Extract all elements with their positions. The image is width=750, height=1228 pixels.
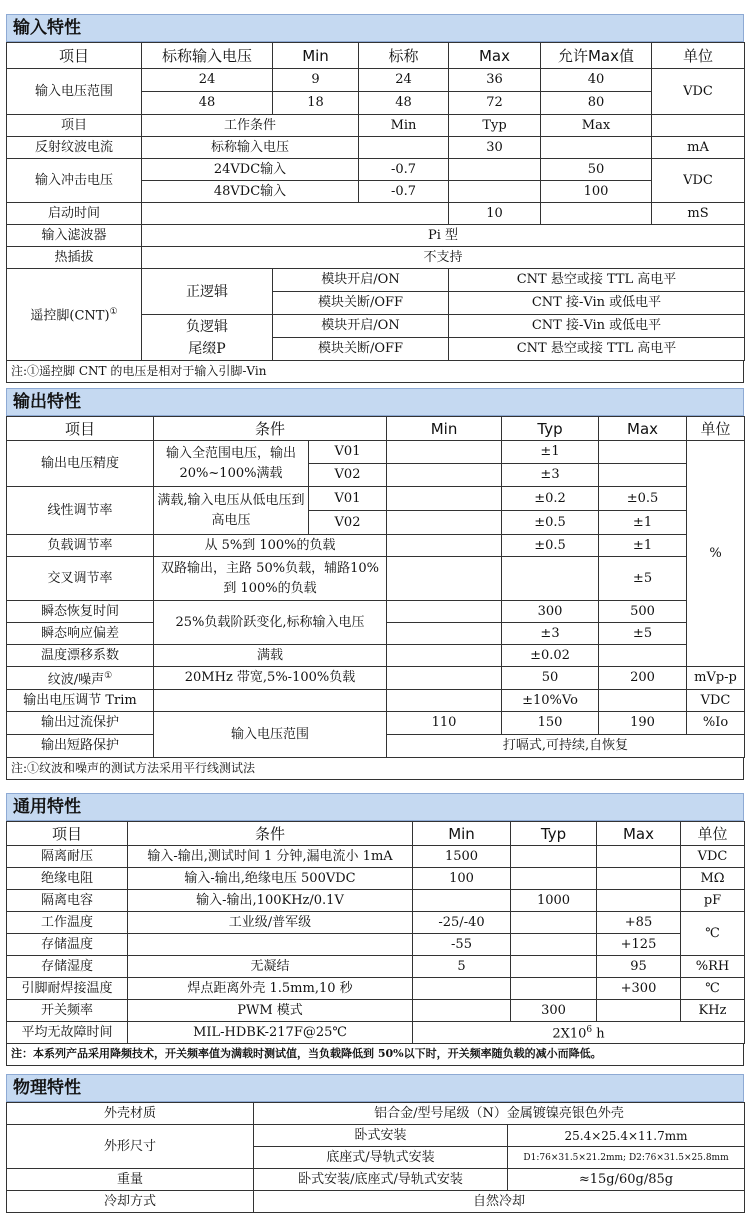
cell: 9 [273,69,359,92]
cell: 100 [541,181,652,203]
suffix-p-label: 尾缀P [188,340,226,357]
unit-cell: %Io [687,712,745,735]
row-label: 输出短路保护 [7,735,154,758]
cell: CNT 接-Vin 或低电平 [449,292,745,315]
cell: 模块关断/OFF [273,292,449,315]
cell: 输入-输出,100KHz/0.1V [128,890,413,912]
cell [511,846,597,868]
cell: ±1 [599,535,687,557]
row-label: 启动时间 [7,203,142,225]
cell [413,978,511,1000]
cell: V02 [309,464,387,487]
cell: 40 [541,69,652,92]
unit-cell: KHz [681,1000,745,1022]
cell [511,868,597,890]
cell: 输入全范围电压，输出20%~100%满载 [154,441,309,487]
cell: 卧式安装 [254,1125,508,1147]
row-label: 输入电压范围 [7,69,142,115]
cell [597,846,681,868]
cell: 48 [142,92,273,115]
cell: 48 [359,92,449,115]
row-label: 平均无故障时间 [7,1022,128,1044]
unit-cell: mVp-p [687,667,745,690]
cell: 1000 [511,890,597,912]
cell: 焊点距离外壳 1.5mm,10 秒 [128,978,413,1000]
cell: ±0.2 [502,487,599,511]
cell: -0.7 [359,181,449,203]
row-label: 重量 [7,1169,254,1191]
cell: 300 [502,601,599,623]
col-min: Min [273,43,359,69]
cell: -0.7 [359,159,449,181]
unit-cell: mA [652,137,745,159]
cell [387,690,502,712]
col-allowed-max: 允许Max值 [541,43,652,69]
cell: ±0.02 [502,645,599,667]
cell: 200 [599,667,687,690]
cell: 95 [597,956,681,978]
cell: +85 [597,912,681,934]
output-table [6,416,745,758]
cell: 80 [541,92,652,115]
cell [387,623,502,645]
cell: CNT 接-Vin 或低电平 [449,315,745,338]
mtbf-exponent: 6 [586,1025,593,1036]
row-label: 输入滤波器 [7,225,142,247]
row-label: 输入冲击电压 [7,159,142,203]
cell: 1500 [413,846,511,868]
row-label: 交叉调节率 [7,557,154,601]
col-nominal: 标称 [359,43,449,69]
cell: 工业级/普军级 [128,912,413,934]
noise-label: 纹波/噪声 [47,672,105,688]
sub-header: Max [541,115,652,137]
cell: 500 [599,601,687,623]
cell: ±1 [502,441,599,464]
sub-header: Min [359,115,449,137]
col-max: Max [449,43,541,69]
col-unit: 单位 [687,417,745,441]
cell: ±0.5 [502,535,599,557]
row-label: 输出电压精度 [7,441,154,487]
cell: MIL-HDBK-217F@25℃ [128,1022,413,1044]
row-label: 热插拔 [7,247,142,269]
col-min: Min [387,417,502,441]
cell: ≈15g/60g/85g [508,1169,745,1191]
general-section [6,793,744,1066]
output-section-title: 输出特性 [6,388,744,416]
cell: ±1 [599,511,687,535]
cell [413,1000,511,1022]
physical-table [6,1102,745,1213]
cell [387,645,502,667]
cell: 300 [511,1000,597,1022]
general-note: 注：本系列产品采用降频技术，开关频率值为满载时测试值，当负载降低到 50%以下时，开关频率随负载的减小而降低。 [6,1044,744,1066]
col-max: Max [599,417,687,441]
col-condition: 条件 [128,822,413,846]
cell [387,667,502,690]
footnote-mark: ① [109,307,118,318]
cell [511,912,597,934]
cell: 24 [142,69,273,92]
col-item: 项目 [7,822,128,846]
row-label: 工作温度 [7,912,128,934]
cell: 5 [413,956,511,978]
cell: 输入电压范围 [154,712,387,758]
row-label: 瞬态恢复时间 [7,601,154,623]
col-unit: 单位 [652,43,745,69]
col-max: Max [597,822,681,846]
cell: ±5 [599,557,687,601]
cell [541,203,652,225]
cell: ±10%Vo [502,690,599,712]
cell: 10 [449,203,541,225]
cell: ±3 [502,623,599,645]
row-label: 开关频率 [7,1000,128,1022]
cell: 48VDC输入 [142,181,359,203]
cell: 24 [359,69,449,92]
physical-section [6,1074,744,1213]
cell [597,868,681,890]
cell: 底座式/导轨式安装 [254,1147,508,1169]
cell: CNT 悬空或接 TTL 高电平 [449,338,745,361]
cell: 模块开启/ON [273,315,449,338]
remote-label: 遥控脚(CNT) [30,308,110,324]
cell: 18 [273,92,359,115]
cell: 模块关断/OFF [273,338,449,361]
cell: ±3 [502,464,599,487]
mtbf-value: 2X10 [552,1026,587,1042]
general-section-title: 通用特性 [6,793,744,821]
cell [449,159,541,181]
cell: 190 [599,712,687,735]
unit-cell: MΩ [681,868,745,890]
cell [387,487,502,511]
unit-cell: pF [681,890,745,912]
cell [511,956,597,978]
output-section [6,388,744,780]
cell [142,203,449,225]
cell [413,1022,745,1044]
cell: 50 [541,159,652,181]
unit-cell: mS [652,203,745,225]
sub-header: Typ [449,115,541,137]
cell: 标称输入电压 [142,137,359,159]
cell: CNT 悬空或接 TTL 高电平 [449,269,745,292]
negative-logic [142,315,273,361]
cell: 模块开启/ON [273,269,449,292]
cell: V01 [309,441,387,464]
cell: 100 [413,868,511,890]
row-label: 外形尺寸 [7,1125,254,1169]
cell [652,115,745,137]
input-note: 注:①遥控脚 CNT 的电压是相对于输入引脚-Vin [6,361,744,383]
unit-cell: VDC [681,846,745,868]
cell [599,690,687,712]
cell [387,535,502,557]
mtbf-unit: h [592,1026,605,1042]
cell: 不支持 [142,247,745,269]
cell: ±5 [599,623,687,645]
cell: 50 [502,667,599,690]
cell: 30 [449,137,541,159]
general-table [6,821,745,1044]
cell [599,645,687,667]
cell [387,464,502,487]
unit-cell: VDC [652,69,745,115]
cell: PWM 模式 [128,1000,413,1022]
cell [599,464,687,487]
cell: 24VDC输入 [142,159,359,181]
row-label: 输出电压调节 Trim [7,690,154,712]
cell [511,978,597,1000]
cell: 20MHz 带宽,5%-100%负载 [154,667,387,690]
unit-cell: %RH [681,956,745,978]
unit-cell: ℃ [681,978,745,1000]
row-label: 负载调节率 [7,535,154,557]
sub-header: 项目 [7,115,142,137]
output-note: 注:①纹波和噪声的测试方法采用平行线测试法 [6,758,744,780]
positive-logic: 正逻辑 [142,269,273,315]
unit-cell: ℃ [681,912,745,956]
cell: +300 [597,978,681,1000]
cell: 双路输出，主路 50%负载，辅路10%到 100%的负载 [154,557,387,601]
col-min: Min [413,822,511,846]
cell: 150 [502,712,599,735]
row-label: 隔离电容 [7,890,128,912]
row-label: 引脚耐焊接温度 [7,978,128,1000]
cell: 25.4×25.4×11.7mm [508,1125,745,1147]
cell [597,1000,681,1022]
cell: 卧式安装/底座式/导轨式安装 [254,1169,508,1191]
cell [597,890,681,912]
col-nominal-input: 标称输入电压 [142,43,273,69]
cell: V01 [309,487,387,511]
cell: 110 [387,712,502,735]
row-label: 瞬态响应偏差 [7,623,154,645]
col-item: 项目 [7,417,154,441]
cell [387,511,502,535]
cell [449,181,541,203]
cell: 无凝结 [128,956,413,978]
cell [599,441,687,464]
negative-logic-label: 负逻辑 [186,318,228,335]
cell: ±0.5 [502,511,599,535]
cell [502,557,599,601]
unit-cell: VDC [687,690,745,712]
row-label: 输出过流保护 [7,712,154,735]
cell: -55 [413,934,511,956]
cell: 铝合金/型号尾级（N）金属镀镍亮银色外壳 [254,1103,745,1125]
row-label [7,667,154,690]
cell: 打嗝式,可持续,自恢复 [387,735,745,758]
row-label: 外壳材质 [7,1103,254,1125]
cell: 自然冷却 [254,1191,745,1213]
row-label: 绝缘电阻 [7,868,128,890]
unit-cell: VDC [652,159,745,203]
sub-header: 工作条件 [142,115,359,137]
unit-cell: % [687,441,745,667]
cell: 满载,输入电压从低电压到高电压 [154,487,309,535]
col-unit: 单位 [681,822,745,846]
cell: ±0.5 [599,487,687,511]
row-label: 线性调节率 [7,487,154,535]
cell: 72 [449,92,541,115]
cell: 输入-输出,绝缘电压 500VDC [128,868,413,890]
row-label: 隔离耐压 [7,846,128,868]
cell [387,441,502,464]
cell: 满载 [154,645,387,667]
row-label: 反射纹波电流 [7,137,142,159]
footnote-mark: ① [104,670,113,681]
cell [359,137,449,159]
row-label [7,269,142,361]
cell: +125 [597,934,681,956]
cell [387,601,502,623]
input-table [6,42,745,361]
col-typ: Typ [502,417,599,441]
cell: D1:76×31.5×21.2mm; D2:76×31.5×25.8mm [508,1147,745,1169]
cell [413,890,511,912]
cell: 从 5%到 100%的负载 [154,535,387,557]
cell [154,690,387,712]
col-typ: Typ [511,822,597,846]
cell: V02 [309,511,387,535]
cell: 36 [449,69,541,92]
row-label: 存储湿度 [7,956,128,978]
cell: -25/-40 [413,912,511,934]
col-condition: 条件 [154,417,387,441]
cell [387,557,502,601]
col-item: 项目 [7,43,142,69]
cell [511,934,597,956]
cell: 25%负载阶跃变化,标称输入电压 [154,601,387,645]
physical-section-title: 物理特性 [6,1074,744,1102]
cell [541,137,652,159]
input-section-title: 输入特性 [6,14,744,42]
row-label: 温度漂移系数 [7,645,154,667]
row-label: 存储温度 [7,934,128,956]
row-label: 冷却方式 [7,1191,254,1213]
cell: Pi 型 [142,225,745,247]
cell [128,934,413,956]
cell: 输入-输出,测试时间 1 分钟,漏电流小 1mA [128,846,413,868]
input-section [6,14,744,383]
